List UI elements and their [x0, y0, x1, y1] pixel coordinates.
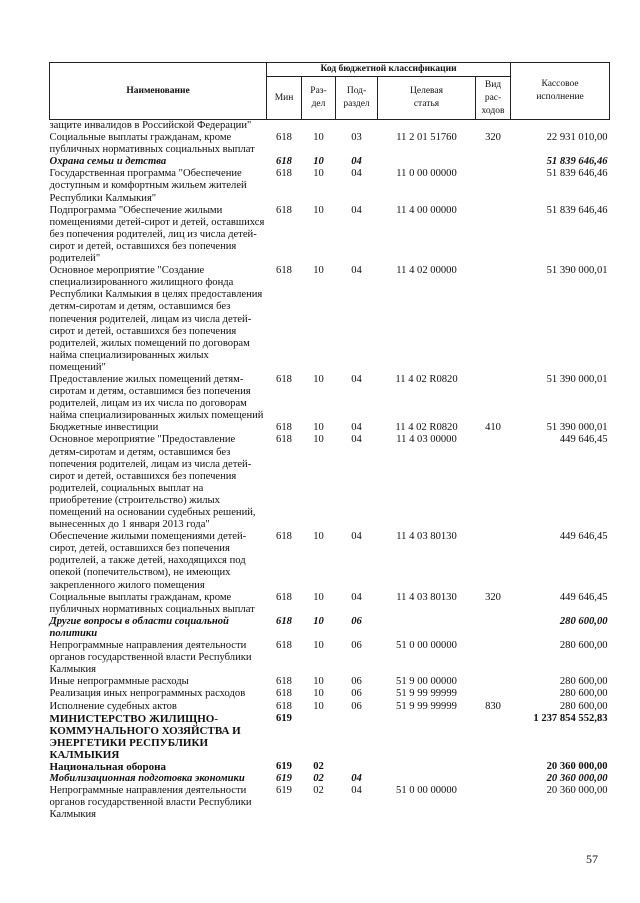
- row-article: 51 9 99 99999: [396, 700, 457, 712]
- table-row: [50, 592, 610, 616]
- row-amount: 51 839 646,46: [546, 156, 608, 168]
- row-min: 619: [276, 760, 292, 772]
- row-min: 618: [276, 434, 292, 446]
- row-article: 11 4 03 80130: [396, 591, 457, 603]
- row-razdel: 10: [313, 531, 324, 543]
- row-article: 11 4 03 00000: [396, 434, 457, 446]
- row-vid: [476, 156, 511, 168]
- row-podrazdel: [336, 761, 378, 773]
- row-podrazdel: 04: [351, 591, 362, 603]
- row-vid: [476, 168, 511, 204]
- header-name: Наименование: [50, 63, 267, 120]
- row-podrazdel: 04: [351, 531, 362, 543]
- row-amount: 280 600,00: [559, 640, 608, 652]
- row-article: [378, 773, 476, 785]
- row-razdel: 02: [313, 785, 324, 797]
- header-razdel-label: Раз- дел: [310, 86, 327, 109]
- header-vid: [476, 77, 511, 120]
- row-podrazdel: 04: [351, 373, 362, 385]
- row-min: 619: [276, 712, 292, 724]
- row-razdel: [302, 120, 336, 133]
- row-razdel: 10: [313, 373, 324, 385]
- row-vid: [476, 773, 511, 785]
- row-vid: [476, 265, 511, 374]
- row-vid: [476, 616, 511, 640]
- row-podrazdel: 06: [351, 640, 362, 652]
- table-row: [50, 132, 610, 156]
- row-podrazdel: 04: [351, 785, 362, 797]
- budget-table: [49, 62, 610, 821]
- row-amount: 20 360 000,00: [546, 785, 608, 797]
- row-razdel: 10: [313, 168, 324, 180]
- row-razdel: 10: [313, 265, 324, 277]
- row-min: 618: [276, 156, 292, 168]
- row-amount: 1 237 854 552,83: [533, 712, 608, 724]
- row-razdel: 02: [313, 773, 324, 785]
- table-row: [50, 688, 610, 700]
- row-min: 618: [276, 265, 292, 277]
- row-razdel: 02: [313, 760, 324, 772]
- row-article: [378, 713, 476, 761]
- row-podrazdel: 04: [351, 168, 362, 180]
- table-row: [50, 434, 610, 531]
- header-article-label: Целевая статья: [410, 86, 443, 109]
- table-body: [50, 120, 610, 822]
- header-razdel: [302, 77, 336, 120]
- row-article: 11 4 02 00000: [396, 265, 457, 277]
- row-podrazdel: 06: [351, 615, 362, 627]
- row-article: 11 4 00 00000: [396, 204, 457, 216]
- table-row: [50, 713, 610, 761]
- row-min: 619: [276, 773, 292, 785]
- table-row: [50, 205, 610, 265]
- table-row: [50, 616, 610, 640]
- header-podrazdel-label: Под- раздел: [343, 86, 370, 109]
- row-name: Подпрограмма "Обеспечение жилыми помещениями детей-сирот и детей, оставшихся без попечения родителей, лиц из числа детей-сирот и детей, оставшихся без попечения родителей": [49, 204, 265, 265]
- row-podrazdel: 04: [351, 434, 362, 446]
- row-name: Предоставление жилых помещений детям-сиротам и детям, оставшимся без попечения родителей, лицам из их числа по договорам найма специализированных жилых помещений: [49, 373, 264, 422]
- row-article: 51 9 00 00000: [396, 676, 457, 688]
- row-article: [378, 120, 476, 133]
- row-podrazdel: 04: [351, 422, 362, 434]
- row-vid: 830: [485, 700, 501, 712]
- row-vid: 320: [485, 591, 501, 603]
- row-min: 618: [276, 591, 292, 603]
- row-name: Иные непрограммные расходы: [49, 676, 189, 688]
- row-name: Государственная программа "Обеспечение доступным и комфортным жильем жителей Республики Калмыкия": [49, 168, 247, 204]
- row-min: 618: [276, 688, 292, 700]
- row-amount: 280 600,00: [559, 700, 608, 712]
- row-min: 618: [276, 700, 292, 712]
- row-podrazdel: 06: [351, 688, 362, 700]
- table-row: [50, 640, 610, 676]
- row-min: 618: [276, 531, 292, 543]
- row-razdel: 10: [313, 640, 324, 652]
- row-name: Мобилизационная подготовка экономики: [49, 773, 245, 785]
- row-podrazdel: 04: [351, 204, 362, 216]
- row-min: 618: [276, 204, 292, 216]
- row-min: 618: [276, 422, 292, 434]
- page-number: 57: [586, 852, 598, 866]
- row-amount: 51 390 000,01: [546, 422, 608, 434]
- row-amount: 280 600,00: [559, 688, 608, 700]
- row-article: [378, 616, 476, 640]
- table-row: [50, 422, 610, 434]
- row-amount: 51 839 646,46: [546, 204, 608, 216]
- table-row: [50, 785, 610, 821]
- row-vid: 320: [485, 132, 501, 144]
- table-row: [50, 156, 610, 168]
- row-name: защите инвалидов в Российской Федерации": [49, 120, 252, 131]
- row-min: 618: [276, 615, 292, 627]
- row-min: 618: [276, 676, 292, 688]
- row-amount: 51 839 646,46: [546, 168, 608, 180]
- row-article: 11 2 01 51760: [396, 132, 457, 144]
- row-podrazdel: 04: [351, 265, 362, 277]
- row-name: Исполнение судебных актов: [49, 700, 177, 712]
- row-podrazdel: 06: [351, 676, 362, 688]
- header-min-label: Мин: [274, 92, 294, 103]
- row-name: Национальная оборона: [49, 760, 167, 773]
- row-min: 618: [276, 168, 292, 180]
- header-article: [378, 77, 476, 120]
- row-name: Основное мероприятие "Предоставление детям-сиротам и детям, оставшимся без попечения родителей, лицам из числа детей-сирот и детей, оставшихся без попечения родителей, социальных выплат на приобретение (строительство) жилых помещений на основании судебных решений, вынесенных до 1 января 2013 года": [49, 434, 256, 531]
- table-row: [50, 265, 610, 374]
- row-article: 11 0 00 00000: [396, 168, 457, 180]
- row-article: 11 4 02 R0820: [395, 422, 458, 434]
- row-podrazdel: [336, 713, 378, 761]
- row-vid: [476, 688, 511, 700]
- row-name: Социальные выплаты гражданам, кроме публичных нормативных социальных выплат: [49, 591, 255, 615]
- row-min: 618: [276, 132, 292, 144]
- table-row: [50, 531, 610, 591]
- row-amount: 51 390 000,01: [546, 265, 608, 277]
- row-article: [378, 156, 476, 168]
- row-vid: [476, 761, 511, 773]
- header-amount: [511, 63, 610, 120]
- row-razdel: 10: [313, 676, 324, 688]
- table-row: [50, 773, 610, 785]
- row-name: Другие вопросы в области социальной политики: [49, 615, 229, 639]
- row-amount: 449 646,45: [559, 591, 608, 603]
- row-name: Непрограммные направления деятельности органов государственной власти Республики Калмыкия: [49, 785, 252, 821]
- row-razdel: 10: [313, 132, 324, 144]
- row-amount: 20 360 000,00: [546, 760, 608, 772]
- row-amount: 51 390 000,01: [546, 373, 608, 385]
- table-header: [50, 63, 610, 120]
- row-podrazdel: 06: [351, 700, 362, 712]
- row-min: [267, 120, 302, 133]
- table-row: [50, 701, 610, 713]
- row-article: 11 4 02 R0820: [395, 373, 458, 385]
- header-amount-label: Кассовое исполнение: [536, 79, 584, 102]
- row-vid: 410: [485, 422, 501, 434]
- row-vid: [476, 676, 511, 688]
- row-razdel: 10: [313, 615, 324, 627]
- row-name: Реализация иных непрограммных расходов: [49, 688, 246, 700]
- row-name: Обеспечение жилыми помещениями детей-сирот, детей, оставшихся без попечения родителей, а также детей, находящихся под опекой (попечительством), не имеющих закрепленного жилого помещения: [49, 531, 247, 591]
- table-row: [50, 120, 610, 133]
- header-classification-group: Код бюджетной классификации: [267, 63, 511, 77]
- row-name: Социальные выплаты гражданам, кроме публичных нормативных социальных выплат: [49, 132, 255, 156]
- row-vid: [476, 120, 511, 133]
- row-name: Бюджетные инвестиции: [49, 422, 159, 434]
- row-article: 51 0 00 00000: [396, 785, 457, 797]
- table-row: [50, 676, 610, 688]
- budget-table-page: [49, 62, 609, 821]
- row-vid: [476, 713, 511, 761]
- row-vid: [476, 785, 511, 821]
- row-article: 11 4 03 80130: [396, 531, 457, 543]
- row-amount: 22 931 010,00: [546, 132, 608, 144]
- row-vid: [476, 205, 511, 265]
- row-vid: [476, 374, 511, 422]
- table-row: [50, 374, 610, 422]
- row-min: 619: [276, 785, 292, 797]
- header-min: [267, 77, 302, 120]
- row-podrazdel: 04: [351, 773, 362, 785]
- row-name: МИНИСТЕРСТВО ЖИЛИЩНО-КОММУНАЛЬНОГО ХОЗЯЙСТВА И ЭНЕРГЕТИКИ РЕСПУБЛИКИ КАЛМЫКИЯ: [49, 712, 241, 761]
- row-vid: [476, 640, 511, 676]
- row-name: Основное мероприятие "Создание специализированного жилищного фонда Республики Калмыкия в целях предоставления детям-сиротам и детям, оставшимся без попечения родителей, лицам из числа детей-сирот и детей, оставшихся без попечения родителей, жилых помещений по договорам найма специализированных жилых помещений": [49, 265, 263, 373]
- row-min: 618: [276, 373, 292, 385]
- table-row: [50, 761, 610, 773]
- row-vid: [476, 434, 511, 531]
- row-podrazdel: 03: [351, 132, 362, 144]
- row-name: Охрана семьи и детства: [49, 156, 167, 168]
- row-amount: 280 600,00: [559, 676, 608, 688]
- row-razdel: 10: [313, 700, 324, 712]
- row-razdel: 10: [313, 204, 324, 216]
- row-article: [378, 761, 476, 773]
- row-razdel: [302, 713, 336, 761]
- row-min: 618: [276, 640, 292, 652]
- row-article: 51 9 99 99999: [396, 688, 457, 700]
- table-row: [50, 168, 610, 204]
- row-razdel: 10: [313, 688, 324, 700]
- row-razdel: 10: [313, 434, 324, 446]
- row-amount: 20 360 000,00: [546, 773, 608, 785]
- row-amount: [511, 120, 610, 133]
- row-name: Непрограммные направления деятельности органов государственной власти Республики Калмыкия: [49, 640, 252, 676]
- row-vid: [476, 531, 511, 591]
- row-podrazdel: [336, 120, 378, 133]
- row-amount: 280 600,00: [559, 615, 608, 627]
- header-podrazdel: [336, 77, 378, 120]
- row-article: 51 0 00 00000: [396, 640, 457, 652]
- header-vid-label: Вид рас- ходов: [481, 79, 505, 116]
- row-podrazdel: 04: [351, 156, 362, 168]
- row-razdel: 10: [313, 591, 324, 603]
- row-razdel: 10: [313, 156, 324, 168]
- row-amount: 449 646,45: [559, 531, 608, 543]
- row-amount: 449 646,45: [559, 434, 608, 446]
- row-razdel: 10: [313, 422, 324, 434]
